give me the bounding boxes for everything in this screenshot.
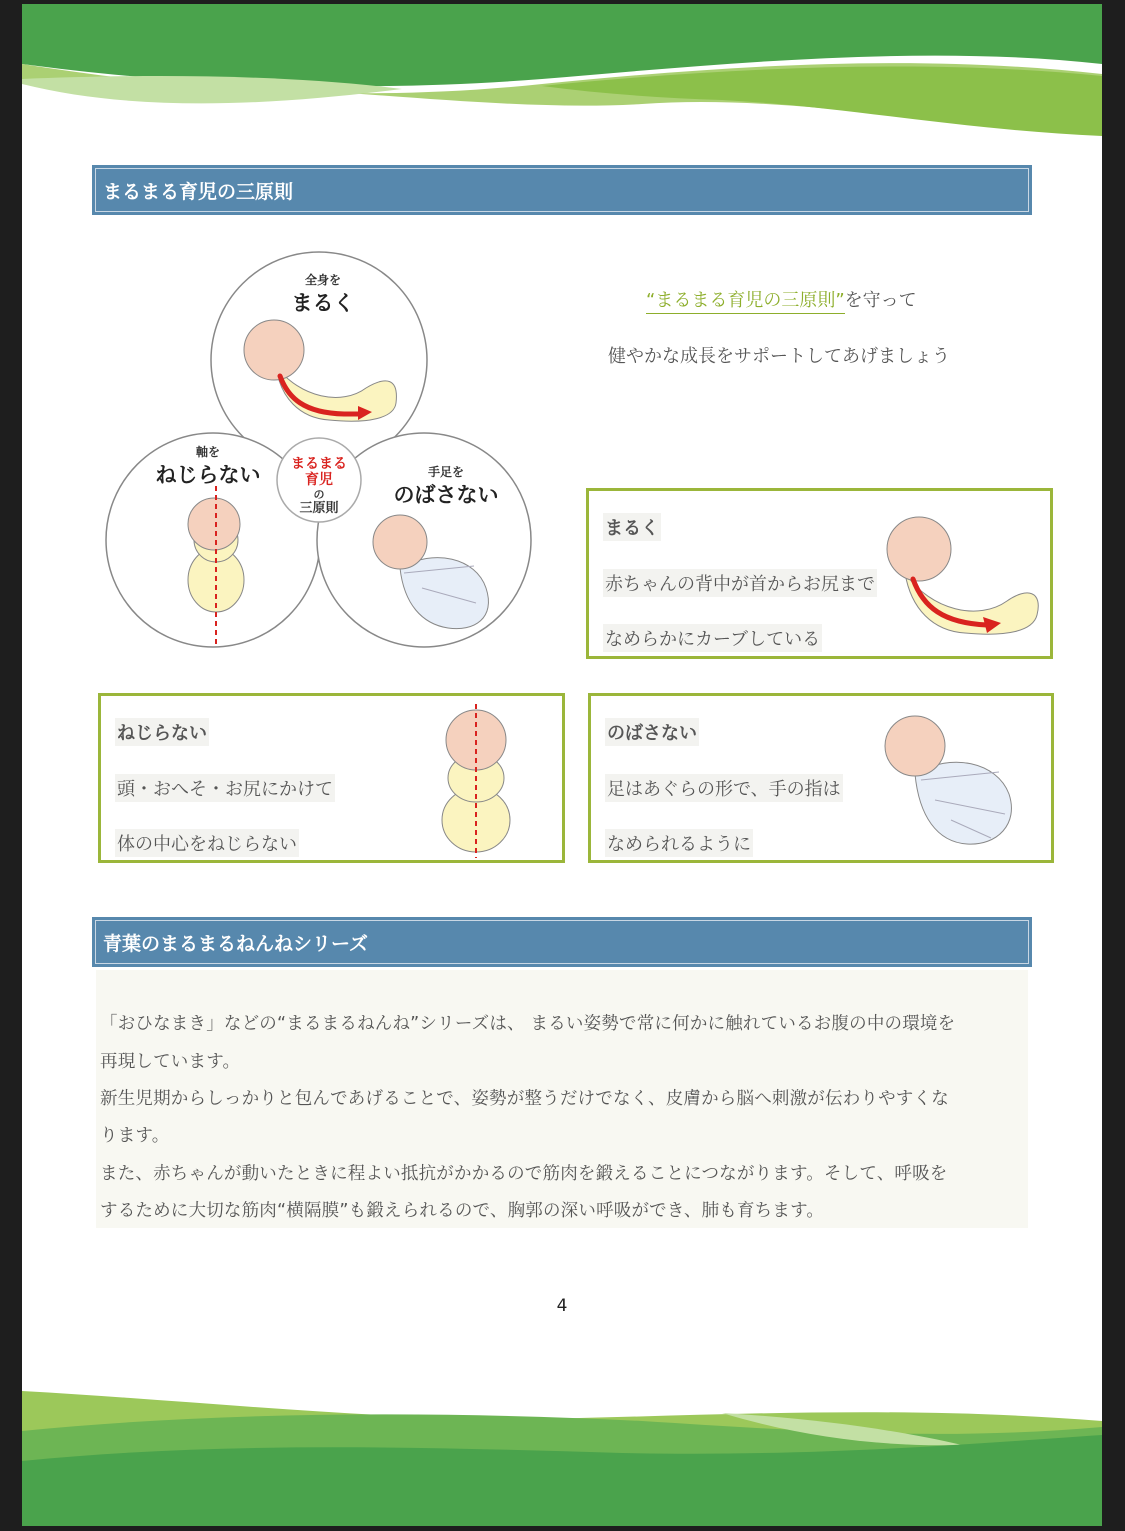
series-body-text: [96, 970, 1028, 1228]
right-small-label: 手足を: [427, 465, 465, 479]
card-maruku-title: まるく: [603, 513, 661, 541]
center-label-2: 育児: [305, 472, 333, 488]
card-nobasanai: [588, 693, 1054, 863]
section-title-series: [92, 917, 1032, 967]
body-line: また、赤ちゃんが動いたときに程よい抵抗がかかるので筋肉を鍛えることにつながります。そして、呼吸を: [100, 1164, 948, 1184]
card-nejiranai: [98, 693, 565, 863]
body-line: ります。: [100, 1126, 170, 1146]
baby-swaddled-icon: [881, 710, 1021, 850]
top-small-label: 全身を: [304, 273, 342, 287]
section-title-principles: [92, 165, 1032, 215]
lead-subtitle: 健やかな成長をサポートしてあげましょう: [608, 346, 950, 367]
lead-title: [646, 286, 917, 312]
baby-curled-icon: [883, 515, 1043, 639]
card-nobasanai-line2: なめられるように: [605, 829, 753, 857]
lead-highlight: “まるまる育児の三原則”: [646, 290, 845, 314]
card-nobasanai-line1: 足はあぐらの形で、手の指は: [605, 774, 843, 802]
section-title-text: まるまる育児の三原則: [103, 180, 294, 203]
body-line: 新生児期からしっかりと包んであげることで、姿勢が整うだけでなく、皮膚から脳へ刺激が伝わりやすくな: [100, 1089, 949, 1109]
document-page: [22, 4, 1102, 1526]
center-label-1: まるまる: [291, 456, 347, 472]
lead-tail: を守って: [844, 290, 917, 311]
card-nejiranai-title: ねじらない: [115, 718, 209, 746]
body-line: するために大切な筋肉“横隔膜”も鍛えられるので、胸郭の深い呼吸ができ、肺も育ちます。: [100, 1201, 825, 1221]
page-number: 4: [556, 1296, 568, 1316]
center-label-3: の: [313, 488, 325, 501]
top-big-label: まるく: [291, 291, 355, 315]
three-principles-diagram: [104, 248, 536, 652]
center-label-4: 三原則: [299, 501, 339, 516]
section-title-text: 青葉のまるまるねんねシリーズ: [103, 932, 369, 955]
bottom-wave-decoration: [22, 1391, 1102, 1526]
baby-front-icon: [431, 702, 521, 858]
body-line: 再現しています。: [100, 1052, 241, 1072]
left-small-label: 軸を: [195, 445, 221, 459]
card-maruku-line1: 赤ちゃんの背中が首からお尻まで: [603, 569, 877, 597]
card-maruku: [586, 488, 1053, 659]
card-nejiranai-line2: 体の中心をねじらない: [115, 829, 299, 857]
body-line: 「おひなまき」などの“まるまるねんね”シリーズは、 まるい姿勢で常に何かに触れているお腹の中の環境を: [100, 1014, 956, 1034]
right-big-label: のばさない: [393, 483, 499, 507]
left-big-label: ねじらない: [155, 463, 261, 487]
card-nejiranai-line1: 頭・おへそ・お尻にかけて: [115, 774, 335, 802]
card-nobasanai-title: のばさない: [605, 718, 699, 746]
top-wave-decoration: [22, 4, 1102, 144]
card-maruku-line2: なめらかにカーブしている: [603, 624, 822, 652]
